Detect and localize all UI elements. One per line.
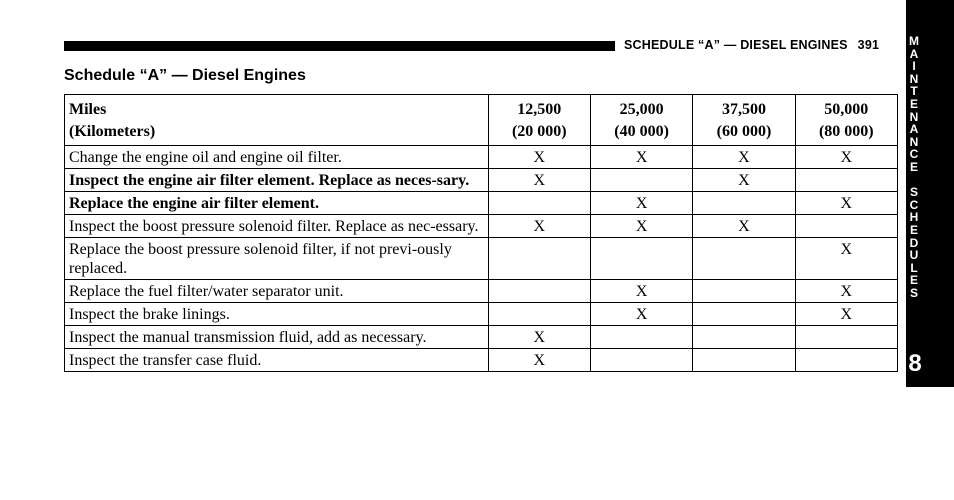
mark-cell	[693, 192, 795, 215]
task-cell: Inspect the brake linings.	[65, 303, 489, 326]
interval-km: (40 000)	[614, 123, 669, 140]
mark-cell	[795, 349, 897, 372]
mark-cell: X	[795, 303, 897, 326]
task-cell: Replace the boost pressure solenoid filter, if not previ-ously replaced.	[65, 238, 489, 280]
side-letter: A	[909, 46, 919, 61]
mark-cell: X	[693, 146, 795, 169]
task-cell: Inspect the transfer case fluid.	[65, 349, 489, 372]
header-interval	[795, 95, 897, 146]
mark-cell: X	[795, 192, 897, 215]
mark-cell: X	[590, 280, 692, 303]
task-cell: Inspect the manual transmission fluid, add as necessary.	[65, 326, 489, 349]
table-row	[65, 280, 898, 303]
mark-cell: X	[693, 169, 795, 192]
header-rule	[64, 41, 615, 51]
table-row	[65, 238, 898, 280]
section-title: Schedule “A” — Diesel Engines	[64, 67, 306, 84]
mark-cell: X	[590, 215, 692, 238]
header-miles-label: Miles	[69, 101, 107, 118]
header-interval	[590, 95, 692, 146]
side-letter: H	[909, 210, 919, 225]
side-tab-letters	[906, 35, 922, 299]
mark-cell	[693, 280, 795, 303]
side-letter: A	[909, 122, 919, 137]
mark-cell	[488, 303, 590, 326]
side-letter: C	[909, 147, 919, 162]
interval-miles: 37,500	[721, 101, 766, 118]
mark-cell	[693, 238, 795, 280]
task-cell: Replace the fuel filter/water separator unit.	[65, 280, 489, 303]
mark-cell	[488, 238, 590, 280]
side-letter: U	[909, 248, 919, 263]
table-row	[65, 215, 898, 238]
side-letter: S	[909, 185, 918, 200]
header-interval	[488, 95, 590, 146]
mark-cell: X	[488, 146, 590, 169]
side-letter: N	[909, 134, 919, 149]
interval-miles: 12,500	[517, 101, 562, 118]
side-letter: D	[909, 235, 919, 250]
mark-cell	[795, 169, 897, 192]
running-head-title: SCHEDULE “A” — DIESEL ENGINES	[624, 38, 848, 52]
side-letter: N	[909, 71, 919, 86]
task-cell: Inspect the engine air filter element. Replace as neces-sary.	[65, 169, 489, 192]
mark-cell: X	[795, 146, 897, 169]
maintenance-schedule-table	[64, 94, 898, 372]
interval-km: (20 000)	[511, 123, 567, 140]
running-head	[624, 38, 879, 52]
mark-cell: X	[488, 169, 590, 192]
side-letter: S	[909, 285, 918, 300]
side-letter: E	[909, 273, 918, 288]
mark-cell	[590, 169, 692, 192]
side-letter: E	[909, 96, 918, 111]
task-cell: Inspect the boost pressure solenoid filter. Replace as nec-essary.	[65, 215, 489, 238]
table-row	[65, 349, 898, 372]
mark-cell: X	[795, 280, 897, 303]
task-cell: Replace the engine air filter element.	[65, 192, 489, 215]
side-letter: C	[909, 197, 919, 212]
mark-cell	[590, 326, 692, 349]
mark-cell	[488, 280, 590, 303]
page-number: 391	[857, 38, 880, 52]
side-letter: T	[910, 84, 918, 99]
table-row	[65, 303, 898, 326]
table-row	[65, 146, 898, 169]
side-letter: E	[909, 159, 918, 174]
side-letter: L	[910, 260, 918, 275]
side-letter: N	[909, 109, 919, 124]
interval-miles: 50,000	[824, 101, 869, 118]
mark-cell: X	[488, 215, 590, 238]
mark-cell: X	[590, 303, 692, 326]
task-cell: Change the engine oil and engine oil filter.	[65, 146, 489, 169]
table-row	[65, 326, 898, 349]
mark-cell: X	[488, 326, 590, 349]
interval-miles: 25,000	[619, 101, 664, 118]
mark-cell	[693, 349, 795, 372]
mark-cell: X	[488, 349, 590, 372]
chapter-side-tab	[906, 0, 954, 387]
mark-cell	[590, 238, 692, 280]
mark-cell	[693, 326, 795, 349]
mark-cell: X	[590, 192, 692, 215]
side-letter: E	[909, 222, 918, 237]
table-row	[65, 192, 898, 215]
header-miles	[65, 95, 489, 146]
side-letter: M	[909, 34, 919, 48]
mark-cell	[795, 215, 897, 238]
side-letter: I	[912, 59, 916, 74]
mark-cell	[693, 303, 795, 326]
table-header-row	[65, 95, 898, 146]
mark-cell: X	[693, 215, 795, 238]
mark-cell	[795, 326, 897, 349]
header-km-label: (Kilometers)	[69, 123, 156, 140]
table-row	[65, 169, 898, 192]
header-interval	[693, 95, 795, 146]
mark-cell	[590, 349, 692, 372]
mark-cell: X	[590, 146, 692, 169]
mark-cell	[488, 192, 590, 215]
chapter-number: 8	[908, 350, 922, 377]
interval-km: (60 000)	[716, 123, 772, 140]
interval-km: (80 000)	[818, 123, 874, 140]
mark-cell: X	[795, 238, 897, 280]
